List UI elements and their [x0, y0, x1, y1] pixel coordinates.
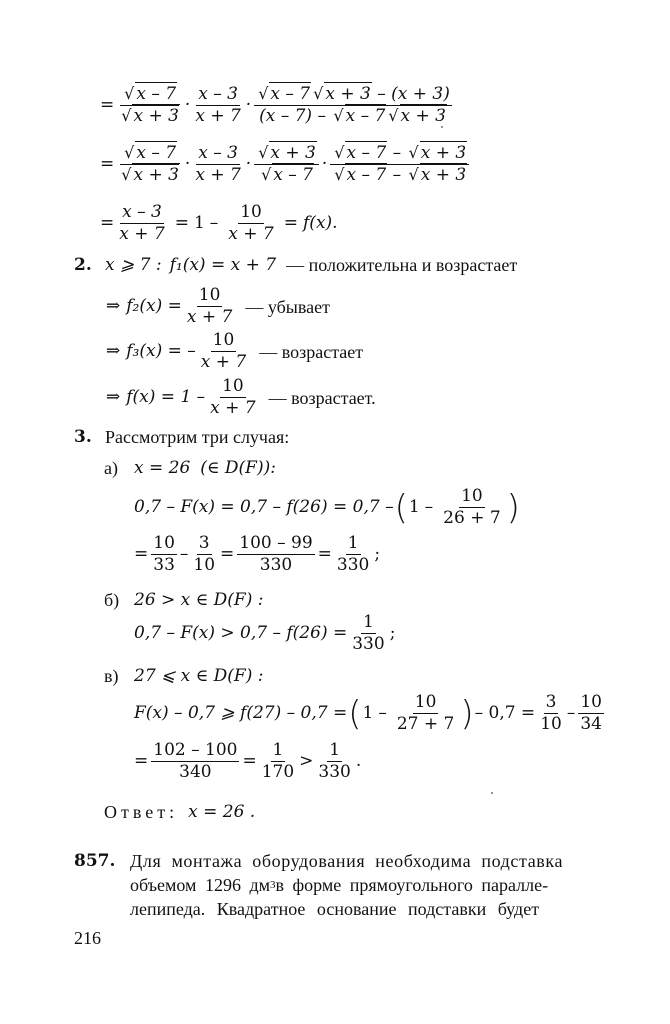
problem-857-line-2: объемом 1296 дм 3 в форме прямоугольного паралле-	[130, 875, 549, 895]
case-b-line: б) 26 > x ∈ D(F) :	[104, 589, 264, 610]
case-v-line: в) 27 ⩽ x ∈ D(F) :	[104, 665, 264, 686]
case-a-eq-2: = $\frac{10}{33}$ – $\frac{3}{10}$ = $\frac{100 - 99}{330}$ = $\frac{1}{330}$ ;	[134, 533, 381, 575]
f-line: ⇒ f(x) = 1 – 10 x + 7 — возрастает.	[106, 376, 376, 418]
page-number: 216	[74, 928, 101, 948]
f3-line: ⇒ f₃(x) = – 10 x + 7 — возрастает	[106, 330, 364, 372]
problem-857-line-3: лепипеда. Квадратное основание подставки будет	[130, 899, 540, 919]
case-v-eq-2: = $\frac{102 - 100}{340}$ = $\frac{1}{170}$ > 1 330 .	[134, 740, 362, 782]
item-3-line: 3. Рассмотрим три случая:	[74, 426, 290, 447]
case-a-line: а) x = 26 (∈ D(F)):	[104, 457, 276, 478]
scan-speck	[491, 792, 493, 794]
eq-line-1: = $\frac{√ x - 7}{√ x + 3}$ · x – 3 x + 7 · √ x – 7 √ x + 3 – (x + 3) (x – 7) – √ x – 7 √ x + 3	[100, 84, 450, 126]
eq-line-2: = $\frac{√ x - 7}{√ x + 3}$ · x – 3 x + 7 · √ x + 3 √ x – 7 · √ x – 7 – √ x + 3 √ x – 7 – √ x + 3	[100, 143, 472, 186]
problem-857-line-1: 857. Для монтажа оборудования необходима подставка	[74, 850, 564, 871]
eq-line-3: = $\frac{x - 3}{x + 7}$ = 1 – $\frac{10}{x + 7}$ = f(x) .	[100, 202, 338, 244]
case-b-eq: 0,7 – F(x) > 0,7 – f(26) = $\frac{1}{330}$ ;	[134, 612, 396, 654]
f2-line: ⇒ f₂(x) = $\frac{10}{x + 7}$ — убывает	[106, 285, 330, 327]
item-2-line: 2. x ⩾ 7 : f₁(x) = x + 7 — положительна и возрастает	[74, 254, 518, 275]
answer-line: Ответ: x = 26 .	[104, 801, 256, 822]
case-a-eq-1: 0,7 – F(x) = 0,7 – f(26) = 0,7 – ( 1 – 10 26 + 7 )	[134, 486, 520, 528]
case-v-eq-1: F(x) – 0,7 ⩾ f(27) – 0,7 = ( 1 – 10 27 + 7 ) – 0,7 = $\frac{3}{10}$ – 10 34	[134, 692, 602, 734]
scan-speck	[441, 126, 443, 128]
